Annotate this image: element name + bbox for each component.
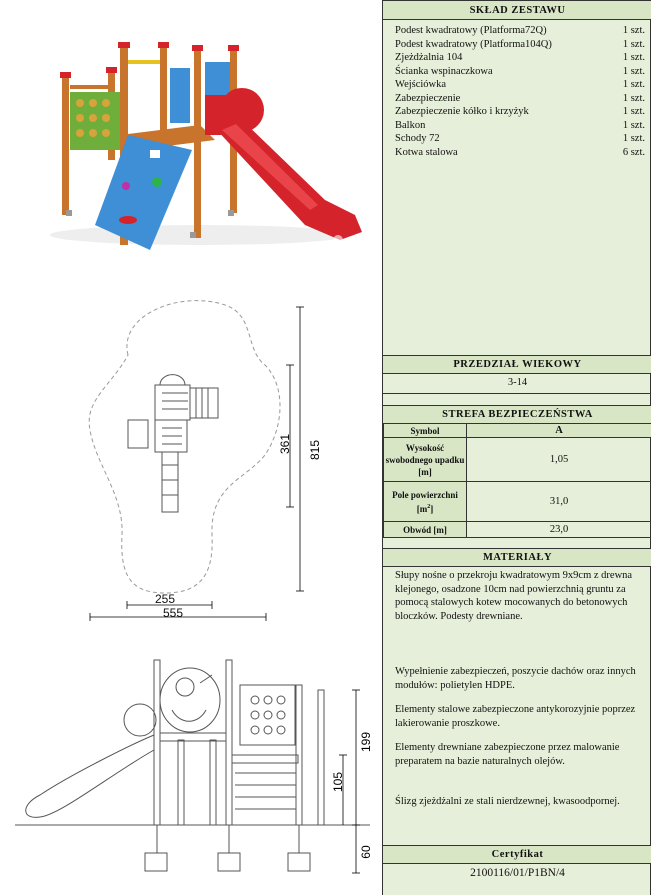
list-item: Schody 72 1 szt.: [395, 133, 645, 144]
age-range-value: 3-14: [507, 377, 528, 388]
symbol-value: A: [467, 424, 651, 438]
fall-height-value: 1,05: [467, 438, 651, 482]
plan-width-dim-label: 555: [163, 606, 184, 620]
plan-inner-width-dim-label: 255: [155, 592, 176, 606]
certificate-header: Certyfikat: [383, 845, 651, 864]
materials-header: MATERIAŁY: [383, 548, 651, 567]
set-composition-list: [395, 24, 645, 159]
list-item: Podest kwadratowy (Platforma72Q) 1 szt.: [395, 25, 645, 36]
perimeter-label: Obwód [m]: [384, 522, 467, 538]
elevation-view-drawing: [0, 655, 382, 890]
area-label: Pole powierzchni $[m^2]$: [384, 482, 467, 522]
age-range-header: PRZEDZIAŁ WIEKOWY: [383, 355, 651, 374]
list-item: Wejściówka 1 szt.: [395, 79, 645, 90]
certificate-number: 2100116/01/P1BN/4: [470, 867, 565, 879]
list-item: Kotwa stalowa 6 szt.: [395, 146, 645, 158]
materials-paragraph-5: Ślizg zjeżdżalni ze stali nierdzewnej, kwasoodpornej.: [395, 796, 620, 807]
specification-panel: [382, 0, 651, 895]
list-item: Balkon 1 szt.: [395, 119, 645, 131]
materials-paragraph-2: Wypełnienie zabezpieczeń, poszycie dachów oraz innych modułów: polietylen HDPE.: [395, 666, 636, 691]
fall-height-label: Wysokość swobodnego upadku [m]: [384, 438, 467, 482]
elev-platform-dim-label: [330, 752, 354, 812]
safety-zone-table: [383, 423, 651, 538]
svg-text:815: 815: [308, 439, 322, 461]
materials-paragraph-1: Słupy nośne o przekroju kwadratowym 9x9cm z drewna klejonego, osadzone 10cm nad powierzchnią gruntu za pomocą stalowych kotew mocowanych do betonowych bloczków. Podesty drewniane.: [395, 570, 633, 622]
playground-render: [0, 0, 382, 260]
symbol-label: Symbol: [384, 424, 467, 438]
svg-text:361: 361: [278, 433, 292, 455]
plan-inner-height-dim-label: [275, 414, 305, 474]
elev-height-dim-label: [358, 712, 382, 772]
list-item: Zabezpieczenie kółko i krzyżyk 1 szt.: [395, 106, 645, 117]
list-item: Zjeżdżalnia 104 1 szt.: [395, 52, 645, 63]
area-value: 31,0: [467, 482, 651, 522]
perimeter-value: 23,0: [467, 522, 651, 538]
elev-base-dim-label: [358, 832, 382, 872]
safety-zone-header: STREFA BEZPIECZEŃSTWA: [383, 405, 651, 424]
divider: [383, 393, 651, 394]
svg-text:105: 105: [331, 771, 345, 793]
svg-text:60: 60: [359, 845, 373, 859]
plan-height-dim-label: [305, 420, 335, 480]
list-item: Ścianka wspinaczkowa 1 szt.: [395, 65, 645, 77]
set-composition-header: SKŁAD ZESTAWU: [383, 0, 651, 20]
svg-text:199: 199: [359, 731, 373, 753]
materials-paragraph-3: Elementy stalowe zabezpieczone antykorozyjnie poprzez lakierowanie proszkowe.: [395, 704, 636, 729]
materials-paragraph-4: Elementy drewniane zabezpieczone przez malowanie preparatem na bazie naturalnych olejów.: [395, 742, 620, 767]
list-item: Podest kwadratowy (Platforma104Q) 1 szt.: [395, 38, 645, 50]
list-item: Zabezpieczenie 1 szt.: [395, 92, 645, 104]
